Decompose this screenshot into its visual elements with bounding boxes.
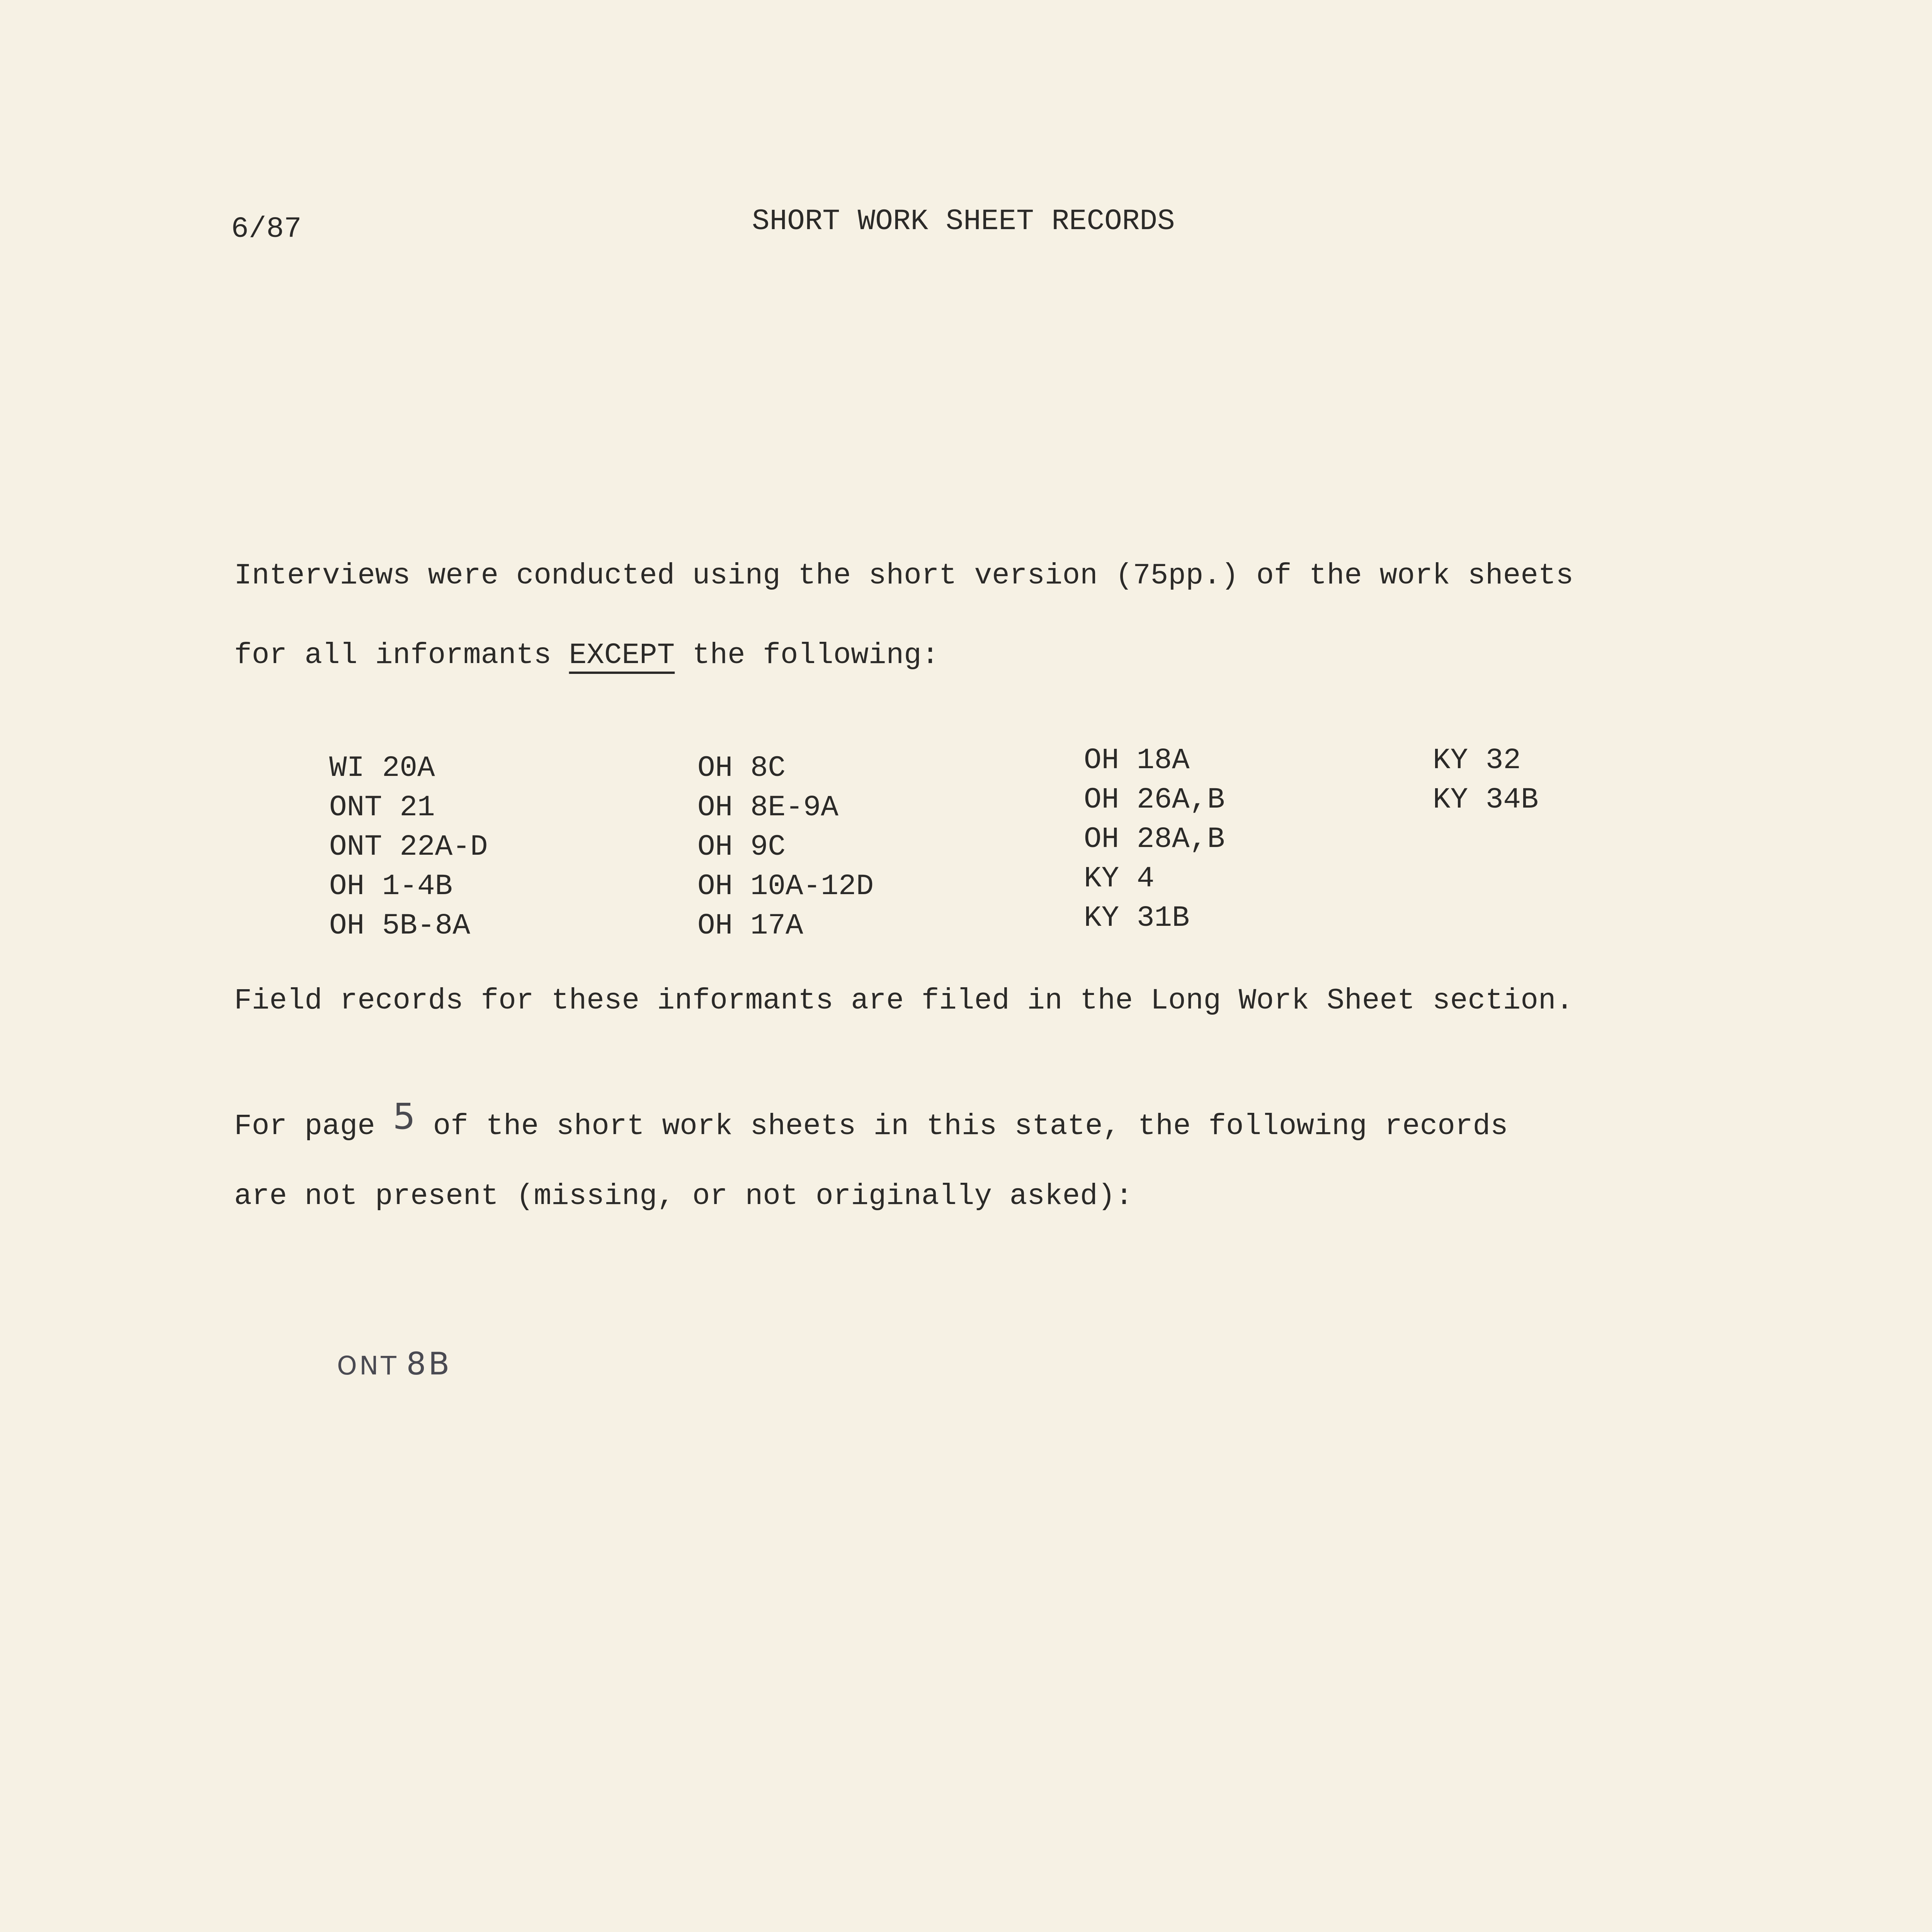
handwritten-entry-prefix: ONT <box>337 1351 399 1381</box>
exception-item: KY 34B <box>1433 783 1539 816</box>
handwritten-entry-number: 8B <box>406 1346 452 1382</box>
exception-item: OH 18A <box>1084 744 1190 777</box>
intro-line-2-end: the following: <box>675 639 939 672</box>
document-date: 6/87 <box>231 213 302 246</box>
handwritten-page-number: 5 <box>393 1096 416 1137</box>
intro-line-2-start: for all informants <box>234 639 569 672</box>
missing-line-1-start: For page <box>234 1110 393 1143</box>
exception-item: OH 8E-9A <box>697 791 838 824</box>
exception-item: OH 10A-12D <box>697 870 874 903</box>
exception-item: ONT 22A-D <box>329 830 488 864</box>
exception-item: KY 31B <box>1084 901 1190 935</box>
missing-records-line-2: are not present (missing, or not originally asked): <box>234 1180 1133 1213</box>
exception-item: ONT 21 <box>329 791 435 824</box>
exceptions-column-2 <box>697 753 874 951</box>
exceptions-column-4 <box>1433 746 1539 825</box>
exceptions-column-1 <box>329 753 488 951</box>
exception-item: OH 17A <box>697 909 803 942</box>
exception-item: KY 32 <box>1433 744 1521 777</box>
exception-item: OH 1-4B <box>329 870 453 903</box>
missing-line-1-end: of the short work sheets in this state, the following records <box>415 1110 1508 1143</box>
handwritten-missing-entry <box>337 1346 452 1382</box>
missing-records-line-1 <box>234 1096 1508 1143</box>
exception-item: WI 20A <box>329 752 435 785</box>
exception-item: OH 8C <box>697 752 786 785</box>
except-emphasis: EXCEPT <box>569 639 675 672</box>
exceptions-column-3 <box>1084 746 1225 943</box>
exception-item: OH 26A,B <box>1084 783 1225 816</box>
exception-item: KY 4 <box>1084 862 1155 895</box>
exception-item: OH 5B-8A <box>329 909 470 942</box>
intro-line-2 <box>234 641 939 670</box>
intro-line-1: Interviews were conducted using the short version (75pp.) of the work sheets <box>234 559 1574 592</box>
document-title: SHORT WORK SHEET RECORDS <box>752 205 1175 238</box>
field-records-note: Field records for these informants are filed in the Long Work Sheet section. <box>234 984 1574 1017</box>
exception-item: OH 9C <box>697 830 786 864</box>
exception-item: OH 28A,B <box>1084 823 1225 856</box>
